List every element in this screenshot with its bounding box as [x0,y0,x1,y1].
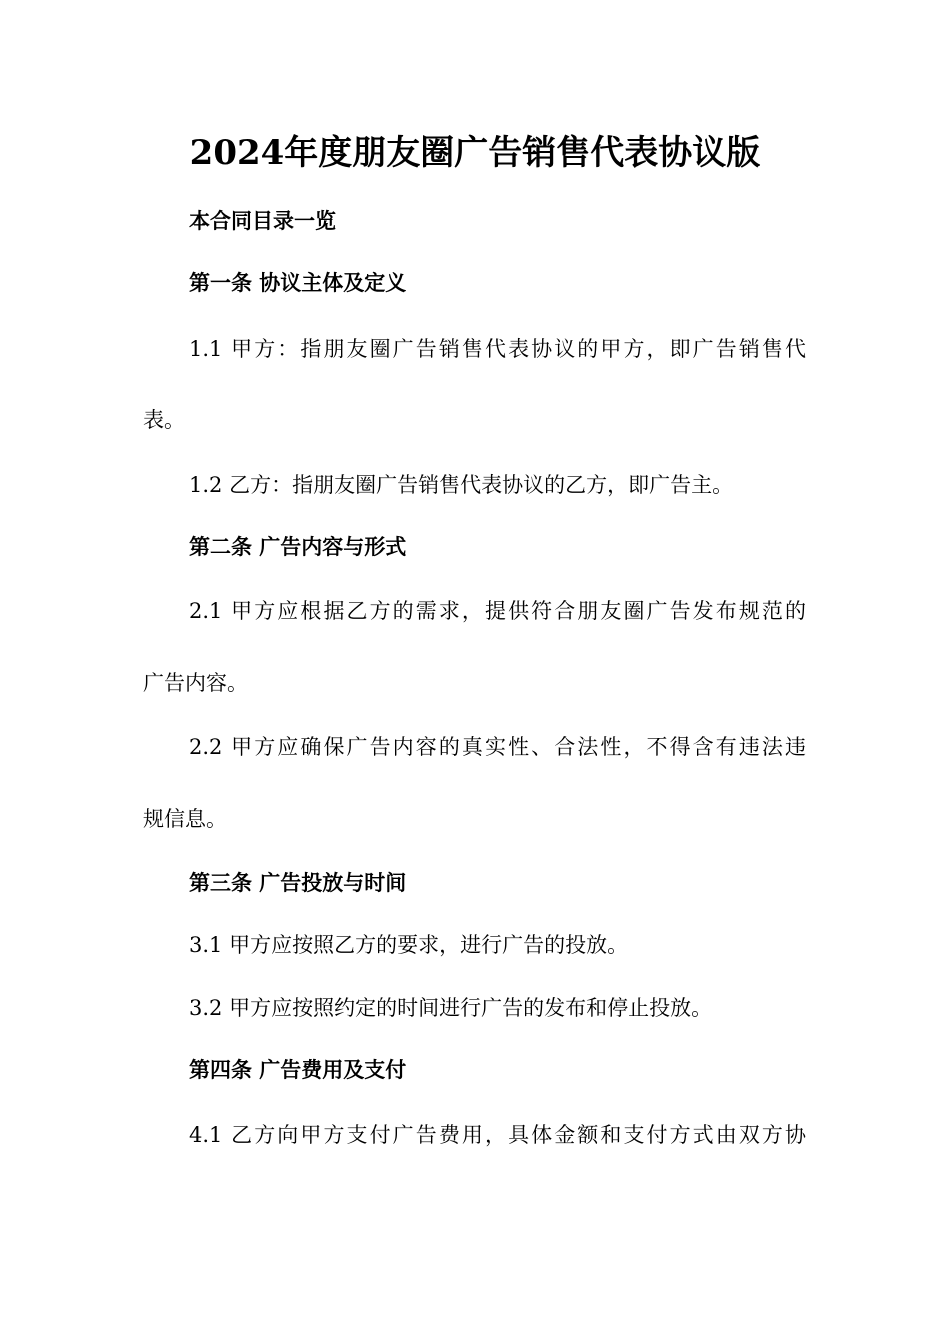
section-heading-3: 第三条 广告投放与时间 [189,870,407,895]
section-heading-1: 第一条 协议主体及定义 [189,270,407,295]
clause-3-2: 3.2 甲方应按照约定的时间进行广告的发布和停止投放。 [189,996,713,1020]
clause-2-2-line-1: 2.2 甲方应确保广告内容的真实性、合法性，不得含有违法违 [189,735,806,759]
clause-2-1-line-1: 2.1 甲方应根据乙方的需求，提供符合朋友圈广告发布规范的 [189,599,806,623]
clause-1-1-line-2: 表。 [143,408,185,432]
clause-2-1-line-2: 广告内容。 [143,671,248,695]
clause-4-1-line-1: 4.1 乙方向甲方支付广告费用，具体金额和支付方式由双方协 [189,1123,806,1147]
section-heading-2: 第二条 广告内容与形式 [189,534,407,559]
toc-heading: 本合同目录一览 [189,208,336,233]
clause-2-2-line-2: 规信息。 [143,807,227,831]
clause-1-1-line-1: 1.1 甲方：指朋友圈广告销售代表协议的甲方，即广告销售代 [189,337,806,361]
clause-3-1: 3.1 甲方应按照乙方的要求，进行广告的投放。 [189,933,629,957]
document-title: 2024年度朋友圈广告销售代表协议版 [189,133,761,173]
clause-1-2: 1.2 乙方：指朋友圈广告销售代表协议的乙方，即广告主。 [189,473,734,497]
section-heading-4: 第四条 广告费用及支付 [189,1057,407,1082]
